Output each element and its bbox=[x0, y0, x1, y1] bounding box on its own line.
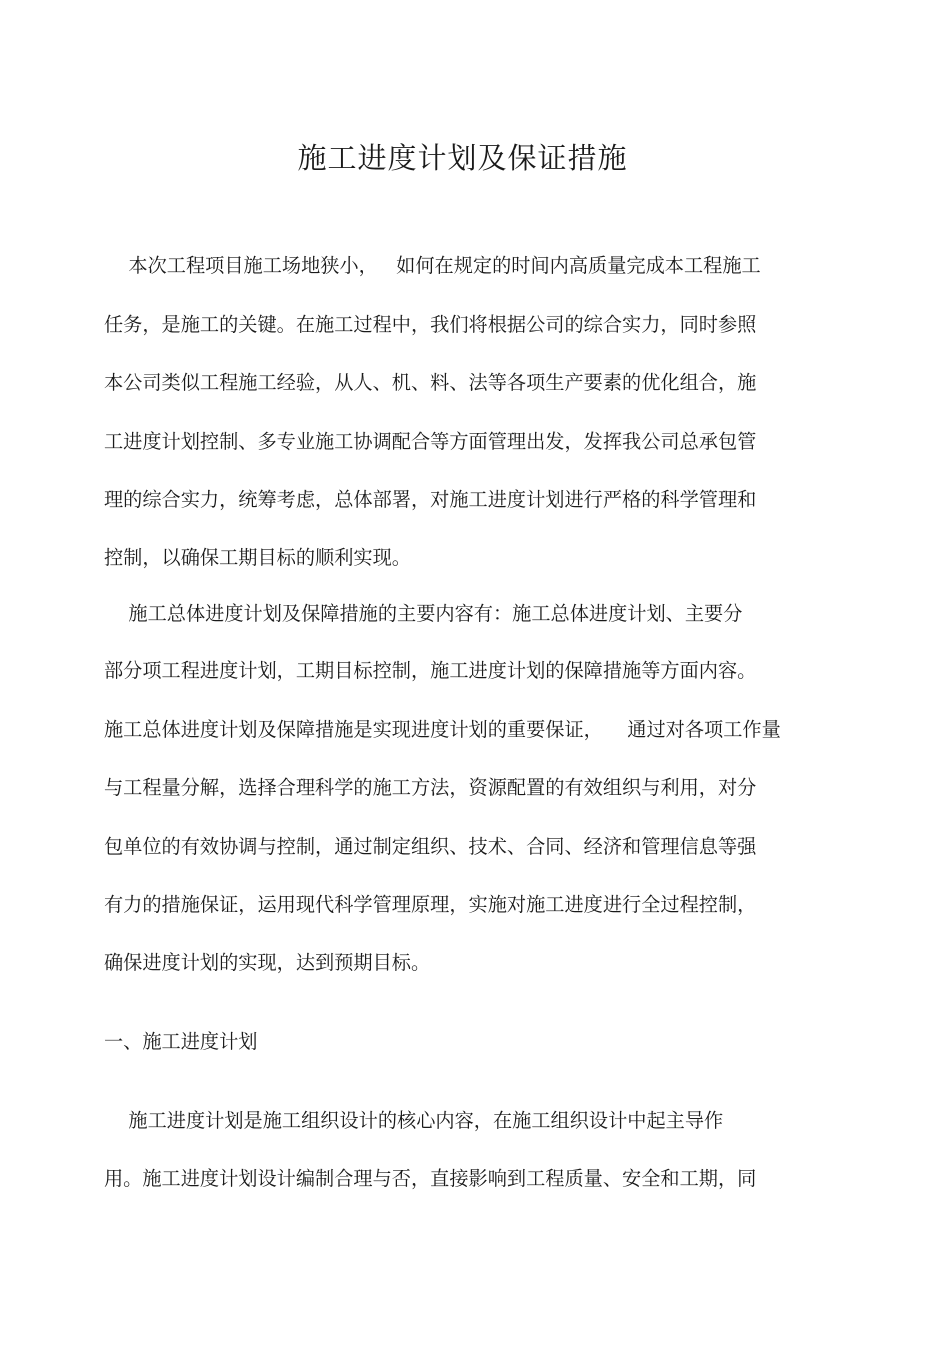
paragraph-line: 确保进度计划的实现，达到预期目标。 bbox=[104, 951, 431, 974]
paragraph-line: 施工总体进度计划及保障措施的主要内容有：施工总体进度计划、主要分 bbox=[104, 602, 743, 625]
paragraph-line: 工进度计划控制、多专业施工协调配合等方面管理出发，发挥我公司总承包管 bbox=[104, 430, 757, 453]
paragraph-line: 施工总体进度计划及保障措施是实现进度计划的重要保证， 通过对各项工作量 bbox=[104, 718, 781, 741]
paragraph-line: 有力的措施保证，运用现代科学管理原理，实施对施工进度进行全过程控制， bbox=[104, 893, 757, 916]
paragraph-line: 本公司类似工程施工经验，从人、机、料、法等各项生产要素的优化组合，施 bbox=[104, 371, 757, 394]
paragraph-line: 施工进度计划是施工组织设计的核心内容，在施工组织设计中起主导作 bbox=[104, 1109, 724, 1132]
paragraph-line: 与工程量分解，选择合理科学的施工方法，资源配置的有效组织与利用，对分 bbox=[104, 776, 757, 799]
paragraph-line: 包单位的有效协调与控制，通过制定组织、技术、合同、经济和管理信息等强 bbox=[104, 835, 757, 858]
paragraph-line: 本次工程项目施工场地狭小， 如何在规定的时间内高质量完成本工程施工 bbox=[104, 254, 761, 277]
paragraph-line: 用。施工进度计划设计编制合理与否，直接影响到工程质量、安全和工期，同 bbox=[104, 1167, 757, 1190]
paragraph-line: 理的综合实力，统筹考虑，总体部署，对施工进度计划进行严格的科学管理和 bbox=[104, 488, 757, 511]
section-heading: 一、施工进度计划 bbox=[104, 1030, 258, 1053]
paragraph-line: 控制，以确保工期目标的顺利实现。 bbox=[104, 546, 411, 569]
paragraph-line: 任务，是施工的关键。在施工过程中，我们将根据公司的综合实力，同时参照 bbox=[104, 313, 757, 336]
document-title: 施工进度计划及保证措施 bbox=[297, 141, 628, 175]
paragraph-line: 部分项工程进度计划，工期目标控制，施工进度计划的保障措施等方面内容。 bbox=[104, 659, 757, 682]
